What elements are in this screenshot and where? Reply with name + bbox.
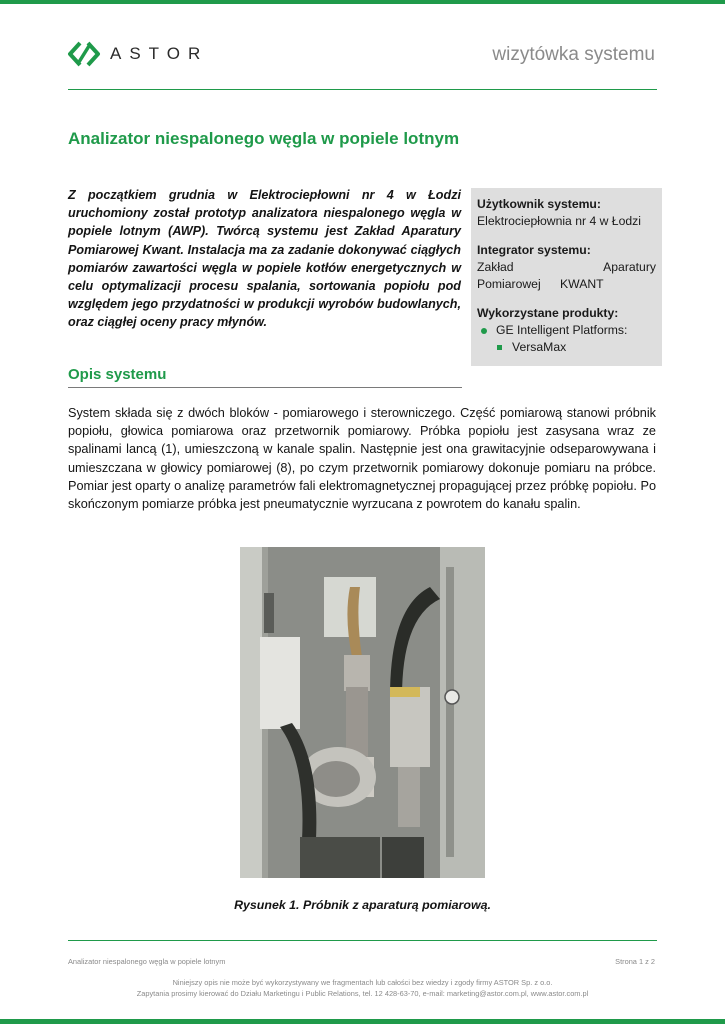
section-divider [68, 387, 462, 388]
products-label: Wykorzystane produkty: [477, 306, 619, 320]
sub-product-name: VersaMax [512, 340, 567, 354]
info-sidebar [471, 188, 662, 366]
section-body: System składa się z dwóch bloków - pomiarowego i sterowniczego. Część pomiarową stanowi próbnik popiołu, głowica pomiarowa oraz przetwornik pomiarowy. Próbka popiołu jest zasysana wraz ze spalinami lancą (1), umieszczoną w kanale spalin. Następnie jest ona grawitacyjnie odseparowywana i umieszczana w głowicy pomiarowej (8), po czym przetwornik pomiarowy dokonuje pomiaru na próbce. Pomiar jest oparty o analizę parametrów fali elektromagnetycznej propagującej przez próbkę popiołu. Po skończonym pomiarze próbka jest pneumatycznie wyrzucana z powrotem do kanału spalin. [68, 406, 656, 512]
sampler-photo [240, 547, 485, 878]
header-divider [68, 89, 657, 90]
footer-divider [68, 940, 657, 941]
intro-paragraph: Z początkiem grudnia w Elektrociepłowni nr 4 w Łodzi uruchomiony został prototyp analizatora niespalonego węgla w popiele lotnym (AWP). Twórcą systemu jest Zakład Aparatury Pomiarowej Kwant. Instalacja ma za zadanie dokonywać ciągłych pomiarów zawartości węgla w popiele kotłów energetycznych w celu optymalizacji procesu spalania, sortowania popiołu pod względem jego przydatności w produkcji wyrobów budowlanych, oraz ciągłej oceny pracy młynów. [68, 188, 461, 330]
user-label: Użytkownik systemu: [477, 197, 601, 211]
footer-note-1: Niniejszy opis nie może być wykorzystywany we fragmentach lub całości bez wiedzy i zgody firmy ASTOR Sp. z o.o. [172, 978, 553, 987]
figure-caption: Rysunek 1. Próbnik z aparaturą pomiarową. [234, 898, 491, 912]
footer-doc-title: Analizator niespalonego węgla w popiele lotnym [68, 957, 226, 966]
header-subtitle: wizytówka systemu [492, 44, 655, 65]
astor-logo-icon [66, 40, 102, 68]
page-title: Analizator niespalonego węgla w popiele lotnym [68, 129, 460, 148]
integrator-label: Integrator systemu: [477, 243, 591, 257]
section-heading: Opis systemu [68, 366, 167, 383]
footer-note-2: Zapytania prosimy kierować do Działu Marketingu i Public Relations, tel. 12 428-63-70, e-mail: marketing@astor.com.pl, www.astor.com.pl [136, 989, 589, 998]
bottom-accent-bar [0, 1019, 725, 1024]
product-name: GE Intelligent Platforms: [496, 323, 628, 337]
product-item [481, 322, 656, 339]
footer-page-number: Strona 1 z 2 [615, 957, 655, 966]
bullet-dot-icon [481, 328, 487, 334]
top-accent-bar [0, 0, 725, 4]
user-value: Elektrociepłownia nr 4 w Łodzi [477, 214, 641, 228]
bullet-square-icon [497, 345, 502, 350]
integrator-value: Zakład Aparatury Pomiarowej KWANT [477, 260, 656, 291]
astor-logo [66, 40, 208, 68]
logo-text: ASTOR [110, 44, 209, 63]
sub-product-item [497, 339, 656, 356]
